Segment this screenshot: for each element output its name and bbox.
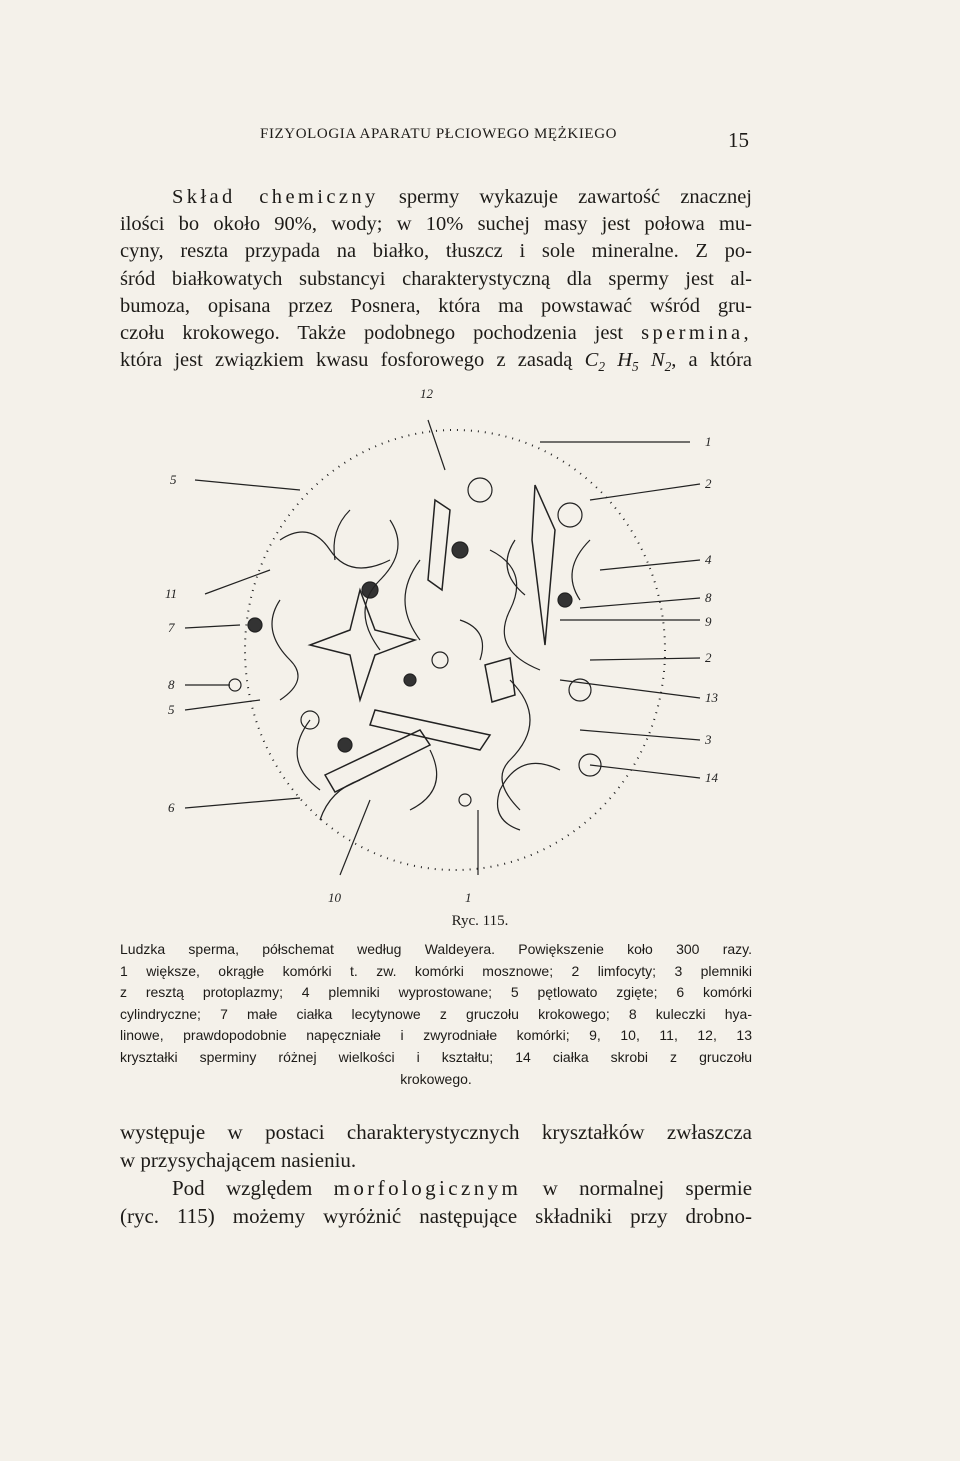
caption-line: z resztą protoplazmy; 4 plemniki wyprostowane; 5 pętlowato zgięte; 6 komórki: [120, 984, 752, 1001]
figure-label: 4: [705, 552, 712, 567]
paragraph-line: [120, 320, 752, 347]
figure-label: 9: [705, 614, 712, 629]
text-run: czołu krokowego. Także podobnego pochodzenia jest: [120, 322, 624, 345]
chemical-formula: [584, 349, 672, 375]
paragraph-line: [120, 347, 752, 380]
figure-label: 11: [165, 586, 178, 601]
formula-subscript: 2: [664, 359, 672, 375]
caption-line: Ludzka sperma, półschemat według Waldeyera. Powiększenie koło 300 razy.: [120, 941, 752, 957]
caption-line: krokowego.: [400, 1070, 472, 1087]
figure-label: 2: [705, 476, 712, 491]
paragraph-line: bumoza, opisana przez Posnera, która ma powstawać wśród gru-: [120, 294, 752, 317]
spaced-term: morfologicznym: [333, 1176, 522, 1200]
paragraph-line: w przysychającem nasieniu.: [120, 1148, 357, 1172]
paragraph-line: cyny, reszta przypada na białko, tłuszcz i sole mineralne. Z po-: [120, 240, 752, 263]
figure-label: 13: [705, 690, 718, 705]
text-run: , a która: [671, 349, 752, 372]
figure-sperm-illustration: [160, 380, 750, 920]
paragraph-line: śród białkowatych substancyi charakterystyczną dla spermy jest al-: [120, 267, 752, 290]
top-paragraph: [120, 184, 752, 381]
figure-number: Ryc. 115.: [451, 913, 509, 929]
text-run: Pod względem: [172, 1176, 313, 1200]
figure-drawing: [160, 380, 750, 920]
caption-line: 1 większe, okrągłe komórki t. zw. komórki mosznowe; 2 limfocyty; 3 plemniki: [120, 962, 752, 979]
text-run: która jest związkiem kwasu fosforowego z zasadą: [120, 349, 573, 372]
text-run: w normalnej spermie: [542, 1176, 753, 1200]
formula-symbol: N: [650, 349, 665, 372]
paragraph-line: (ryc. 115) możemy wyróżnić następujące składniki przy drobno-: [120, 1204, 752, 1228]
paragraph-line: występuje w postaci charakterystycznych kryształków zwłaszcza: [120, 1120, 752, 1144]
formula-subscript: 2: [598, 359, 605, 375]
figure-label: 7: [168, 620, 175, 635]
spaced-term: spermina,: [641, 322, 752, 345]
figure-caption: [120, 939, 752, 1090]
paragraph-line: [120, 184, 752, 211]
figure-label: 12: [420, 386, 433, 401]
figure-label: 6: [168, 800, 175, 815]
formula-symbol: C: [584, 349, 599, 372]
figure-label: 8: [168, 677, 175, 692]
figure-label: 1: [705, 434, 712, 449]
figure-label: 5: [170, 472, 177, 487]
caption-line: cylindryczne; 7 małe ciałka lecytynowe z gruczołu krokowego; 8 kuleczki hya-: [120, 1005, 752, 1022]
running-title: FIZYOLOGIA APARATU PŁCIOWEGO MĘŻKIEGO: [260, 126, 618, 142]
figure-label: 2: [705, 650, 712, 665]
figure-label: 5: [168, 702, 175, 717]
page-number: 15: [728, 128, 749, 152]
paragraph-line: ilości bo około 90%, wody; w 10% suchej masy jest połowa mu-: [120, 213, 752, 236]
text-run: spermy wykazuje zawartość znacznej: [398, 186, 753, 208]
figure-label: 3: [705, 732, 712, 747]
caption-line: linowe, prawdopodobnie napęczniałe i zwyrodniałe komórki; 9, 10, 11, 12, 13: [120, 1027, 752, 1044]
figure-label: 14: [705, 770, 718, 785]
figure-label: 8: [705, 590, 712, 605]
spaced-term: Skład chemiczny: [172, 186, 379, 208]
caption-line: kryształki sperminy różnej wielkości i kształtu; 14 ciałka skrobi z gruczołu: [120, 1048, 752, 1065]
formula-subscript: 5: [632, 359, 639, 375]
bottom-paragraph: [120, 1118, 752, 1230]
paragraph-line: [120, 1174, 752, 1202]
formula-symbol: H: [617, 349, 632, 372]
figure-label: 1: [465, 890, 472, 905]
figure-label: 10: [328, 890, 341, 905]
